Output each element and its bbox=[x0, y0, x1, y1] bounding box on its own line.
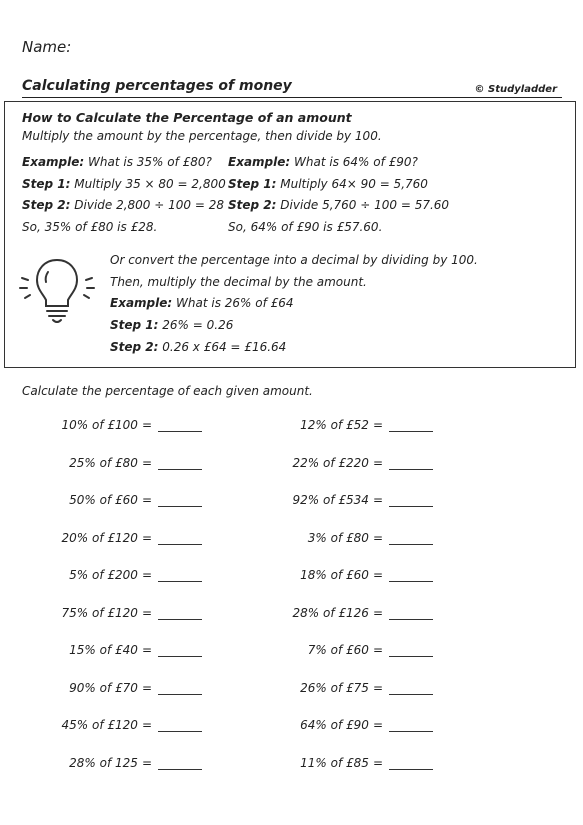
question-text: 28% of 125 bbox=[69, 755, 138, 770]
step1-label: Step 1: bbox=[110, 318, 159, 332]
equals-sign: = bbox=[372, 455, 383, 470]
equals-sign: = bbox=[372, 755, 383, 770]
question-text: 26% of £75 bbox=[300, 680, 369, 695]
equals-sign: = bbox=[141, 605, 152, 620]
step1-label: Step 1: bbox=[22, 177, 71, 191]
answer-blank[interactable] bbox=[389, 619, 433, 620]
equals-sign: = bbox=[141, 455, 152, 470]
equals-sign: = bbox=[141, 680, 152, 695]
answer-blank[interactable] bbox=[158, 694, 202, 695]
answer-blank[interactable] bbox=[389, 731, 433, 732]
question-left-3 bbox=[69, 493, 152, 507]
answer-blank[interactable] bbox=[389, 469, 433, 470]
decimal-method-line1: Or convert the percentage into a decimal by dividing by 100. bbox=[110, 253, 478, 267]
answer-blank[interactable] bbox=[158, 619, 202, 620]
step2-text: Divide 2,800 ÷ 100 = 28 bbox=[74, 198, 224, 212]
question-text: 92% of £534 bbox=[292, 493, 369, 507]
question-right-8 bbox=[300, 681, 383, 695]
answer-blank[interactable] bbox=[389, 506, 433, 507]
answer-blank[interactable] bbox=[389, 544, 433, 545]
question-right-4 bbox=[308, 531, 383, 545]
answer-blank[interactable] bbox=[389, 694, 433, 695]
example-text: What is 26% of £64 bbox=[176, 296, 294, 310]
answer-blank[interactable] bbox=[158, 544, 202, 545]
decimal-step1 bbox=[110, 318, 233, 332]
question-left-4 bbox=[62, 531, 152, 545]
question-right-10 bbox=[300, 756, 383, 770]
equals-sign: = bbox=[141, 493, 152, 507]
example-b-conclusion: So, 64% of £90 is £57.60. bbox=[228, 220, 383, 234]
example-text: What is 35% of £80? bbox=[88, 155, 212, 169]
worksheet-title: Calculating percentages of money bbox=[22, 78, 292, 94]
question-text: 90% of £70 bbox=[69, 680, 138, 695]
equals-sign: = bbox=[372, 643, 383, 657]
answer-blank[interactable] bbox=[158, 469, 202, 470]
equals-sign: = bbox=[372, 418, 383, 432]
question-text: 28% of £126 bbox=[292, 605, 369, 620]
question-text: 3% of £80 bbox=[307, 530, 369, 545]
question-left-9 bbox=[62, 718, 152, 732]
equals-sign: = bbox=[372, 605, 383, 620]
question-text: 50% of £60 bbox=[69, 493, 138, 507]
answer-blank[interactable] bbox=[389, 581, 433, 582]
question-text: 11% of £85 bbox=[300, 755, 369, 770]
equals-sign: = bbox=[372, 568, 383, 582]
example-a-conclusion: So, 35% of £80 is £28. bbox=[22, 220, 158, 234]
answer-blank[interactable] bbox=[389, 769, 433, 770]
example-a-step2 bbox=[22, 198, 224, 212]
step2-label: Step 2: bbox=[228, 198, 277, 212]
step2-label: Step 2: bbox=[110, 340, 159, 354]
question-text: 12% of £52 bbox=[300, 418, 369, 432]
example-text: What is 64% of £90? bbox=[294, 155, 418, 169]
question-text: 25% of £80 bbox=[69, 455, 138, 470]
name-label: Name: bbox=[22, 38, 72, 56]
answer-blank[interactable] bbox=[158, 506, 202, 507]
equals-sign: = bbox=[372, 530, 383, 545]
question-right-7 bbox=[308, 643, 383, 657]
question-right-9 bbox=[300, 718, 383, 732]
question-right-6 bbox=[293, 606, 383, 620]
equals-sign: = bbox=[141, 418, 152, 432]
step2-text: Divide 5,760 ÷ 100 = 57.60 bbox=[280, 198, 450, 212]
equals-sign: = bbox=[372, 493, 383, 507]
equals-sign: = bbox=[141, 530, 152, 545]
question-left-8 bbox=[69, 681, 152, 695]
example-label: Example: bbox=[228, 155, 291, 169]
step1-label: Step 1: bbox=[228, 177, 277, 191]
equals-sign: = bbox=[372, 718, 383, 732]
question-text: 22% of £220 bbox=[292, 455, 369, 470]
equals-sign: = bbox=[141, 755, 152, 770]
how-to-title: How to Calculate the Percentage of an amount bbox=[22, 110, 352, 125]
question-right-5 bbox=[300, 568, 383, 582]
question-right-2 bbox=[293, 456, 383, 470]
question-text: 18% of £60 bbox=[300, 568, 369, 582]
question-left-6 bbox=[62, 606, 152, 620]
question-left-10 bbox=[69, 756, 152, 770]
answer-blank[interactable] bbox=[158, 581, 202, 582]
equals-sign: = bbox=[141, 643, 152, 657]
question-text: 5% of £200 bbox=[69, 568, 138, 582]
question-text: 64% of £90 bbox=[300, 718, 369, 732]
question-text: 20% of £120 bbox=[61, 530, 138, 545]
example-b-question bbox=[228, 155, 418, 169]
decimal-method-line2: Then, multiply the decimal by the amount. bbox=[110, 275, 367, 289]
question-right-1 bbox=[300, 418, 383, 432]
question-text: 45% of £120 bbox=[61, 718, 138, 732]
answer-blank[interactable] bbox=[158, 731, 202, 732]
example-label: Example: bbox=[110, 296, 173, 310]
question-text: 15% of £40 bbox=[69, 643, 138, 657]
answer-blank[interactable] bbox=[158, 769, 202, 770]
equals-sign: = bbox=[372, 680, 383, 695]
question-right-3 bbox=[293, 493, 383, 507]
answer-blank[interactable] bbox=[389, 656, 433, 657]
question-text: 75% of £120 bbox=[61, 605, 138, 620]
example-label: Example: bbox=[22, 155, 85, 169]
example-a-step1 bbox=[22, 177, 226, 191]
title-divider bbox=[22, 97, 562, 98]
question-left-5 bbox=[69, 568, 152, 582]
step2-label: Step 2: bbox=[22, 198, 71, 212]
question-text: 7% of £60 bbox=[307, 643, 369, 657]
question-left-7 bbox=[69, 643, 152, 657]
question-left-1 bbox=[62, 418, 152, 432]
decimal-example bbox=[110, 296, 294, 310]
example-b-step2 bbox=[228, 198, 449, 212]
decimal-step2 bbox=[110, 340, 286, 354]
equals-sign: = bbox=[141, 568, 152, 582]
step1-text: 26% = 0.26 bbox=[162, 318, 234, 332]
step1-text: Multiply 64× 90 = 5,760 bbox=[280, 177, 428, 191]
question-text: 10% of £100 bbox=[61, 418, 138, 432]
example-a-question bbox=[22, 155, 212, 169]
question-left-2 bbox=[69, 456, 152, 470]
equals-sign: = bbox=[141, 718, 152, 732]
answer-blank[interactable] bbox=[158, 656, 202, 657]
instructions: Calculate the percentage of each given amount. bbox=[22, 384, 313, 398]
example-b-step1 bbox=[228, 177, 428, 191]
answer-blank[interactable] bbox=[389, 431, 433, 432]
brand-label: © Studyladder bbox=[474, 84, 557, 95]
answer-blank[interactable] bbox=[158, 431, 202, 432]
step2-text: 0.26 x £64 = £16.64 bbox=[162, 340, 287, 354]
lightbulb-icon bbox=[16, 252, 98, 328]
how-to-subtitle: Multiply the amount by the percentage, then divide by 100. bbox=[22, 129, 382, 143]
step1-text: Multiply 35 × 80 = 2,800 bbox=[74, 177, 226, 191]
